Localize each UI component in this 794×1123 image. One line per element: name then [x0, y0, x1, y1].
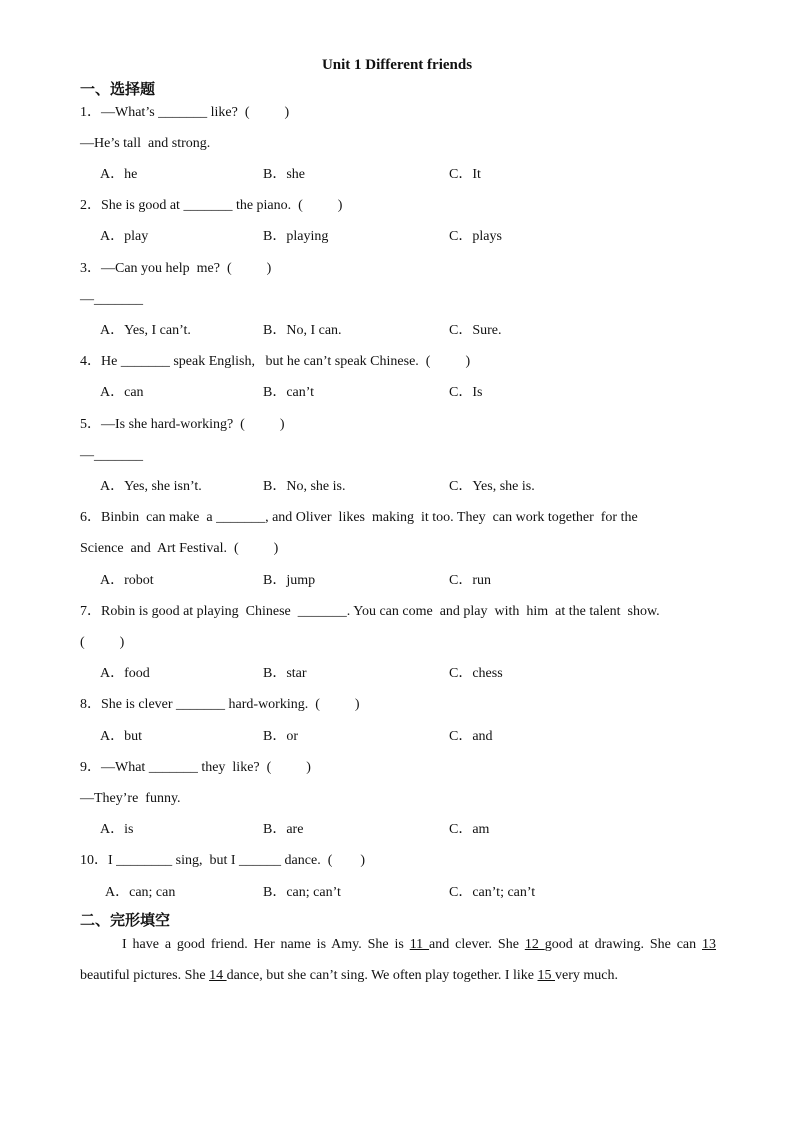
question-3-answer-line: —_______ — [80, 292, 143, 307]
question-8-option-c: C．and — [449, 729, 493, 744]
question-9-answer-line: —They’re funny. — [80, 791, 181, 806]
question-6-option-b: B．jump — [263, 573, 316, 588]
question-4-option-b: B．can’t — [263, 385, 315, 400]
question-2-option-a: A．play — [100, 229, 149, 244]
cloze-text: good at drawing. She can — [544, 937, 703, 952]
question-1-stem: 1．—What’s _______ like? ( ) — [80, 105, 290, 120]
question-6-stem-continued: Science and Art Festival. ( ) — [80, 541, 279, 556]
question-6-stem: 6．Binbin can make a _______, and Oliver likes making it too. They can work together for the — [80, 510, 638, 525]
section-heading-choice: 一、选择题 — [80, 82, 156, 98]
cloze-blank-15: 15 — [537, 968, 556, 983]
cloze-text: and clever. She — [429, 937, 525, 952]
cloze-blank-11: 11 — [409, 937, 430, 952]
question-5-option-a: A．Yes, she isn’t. — [100, 479, 202, 494]
question-10-option-b: B．can; can’t — [263, 885, 341, 900]
question-10-option-a: A．can; can — [105, 885, 176, 900]
question-9-option-b: B．are — [263, 822, 304, 837]
question-4-option-a: A．can — [100, 385, 144, 400]
question-7-stem-continued: ( ) — [80, 635, 125, 650]
question-7-stem: 7．Robin is good at playing Chinese _______. You can come and play with him at the talent show. — [80, 604, 660, 619]
question-7-option-b: B．star — [263, 666, 307, 681]
cloze-text: dance, but she can’t sing. We often play together. I like — [226, 968, 538, 983]
question-8-option-a: A．but — [100, 729, 142, 744]
question-5-stem: 5．—Is she hard-working? ( ) — [80, 417, 285, 432]
question-5-option-b: B．No, she is. — [263, 479, 346, 494]
question-8-stem: 8．She is clever _______ hard-working. ( ) — [80, 697, 360, 712]
question-7-option-a: A．food — [100, 666, 150, 681]
question-5-answer-line: —_______ — [80, 448, 143, 463]
question-1-answer-line: —He’s tall and strong. — [80, 136, 211, 151]
question-2-stem: 2．She is good at _______ the piano. ( ) — [80, 198, 343, 213]
cloze-blank-13: 13 — [702, 937, 717, 952]
question-3-option-a: A．Yes, I can’t. — [100, 323, 191, 338]
question-9-stem: 9．—What _______ they like? ( ) — [80, 760, 311, 775]
question-3-option-c: C．Sure. — [449, 323, 502, 338]
question-10-option-c: C．can’t; can’t — [449, 885, 536, 900]
question-10-stem: 10．I ________ sing, but I ______ dance. ( ) — [80, 853, 366, 868]
question-1-option-a: A．he — [100, 167, 138, 182]
cloze-blank-14: 14 — [209, 968, 227, 983]
cloze-text: I have a good friend. Her name is Amy. She is — [122, 937, 410, 952]
page-title: Unit 1 Different friends — [321, 57, 473, 73]
question-4-option-c: C．Is — [449, 385, 483, 400]
question-9-option-a: A．is — [100, 822, 134, 837]
question-9-option-c: C．am — [449, 822, 490, 837]
question-1-option-c: C．It — [449, 167, 481, 182]
question-3-option-b: B．No, I can. — [263, 323, 342, 338]
question-6-option-a: A．robot — [100, 573, 154, 588]
cloze-text: beautiful pictures. She — [80, 968, 210, 983]
question-6-option-c: C．run — [449, 573, 491, 588]
cloze-text: very much. — [555, 968, 618, 983]
question-5-option-c: C．Yes, she is. — [449, 479, 535, 494]
question-2-option-c: C．plays — [449, 229, 502, 244]
question-7-option-c: C．chess — [449, 666, 503, 681]
question-8-option-b: B．or — [263, 729, 298, 744]
question-1-option-b: B．she — [263, 167, 305, 182]
question-2-option-b: B．playing — [263, 229, 329, 244]
question-3-stem: 3．—Can you help me? ( ) — [80, 261, 272, 276]
question-4-stem: 4．He _______ speak English, but he can’t speak Chinese. ( ) — [80, 354, 471, 369]
section-heading-cloze: 二、完形填空 — [80, 913, 171, 929]
cloze-blank-12: 12 — [524, 937, 545, 952]
cloze-passage — [80, 929, 716, 991]
